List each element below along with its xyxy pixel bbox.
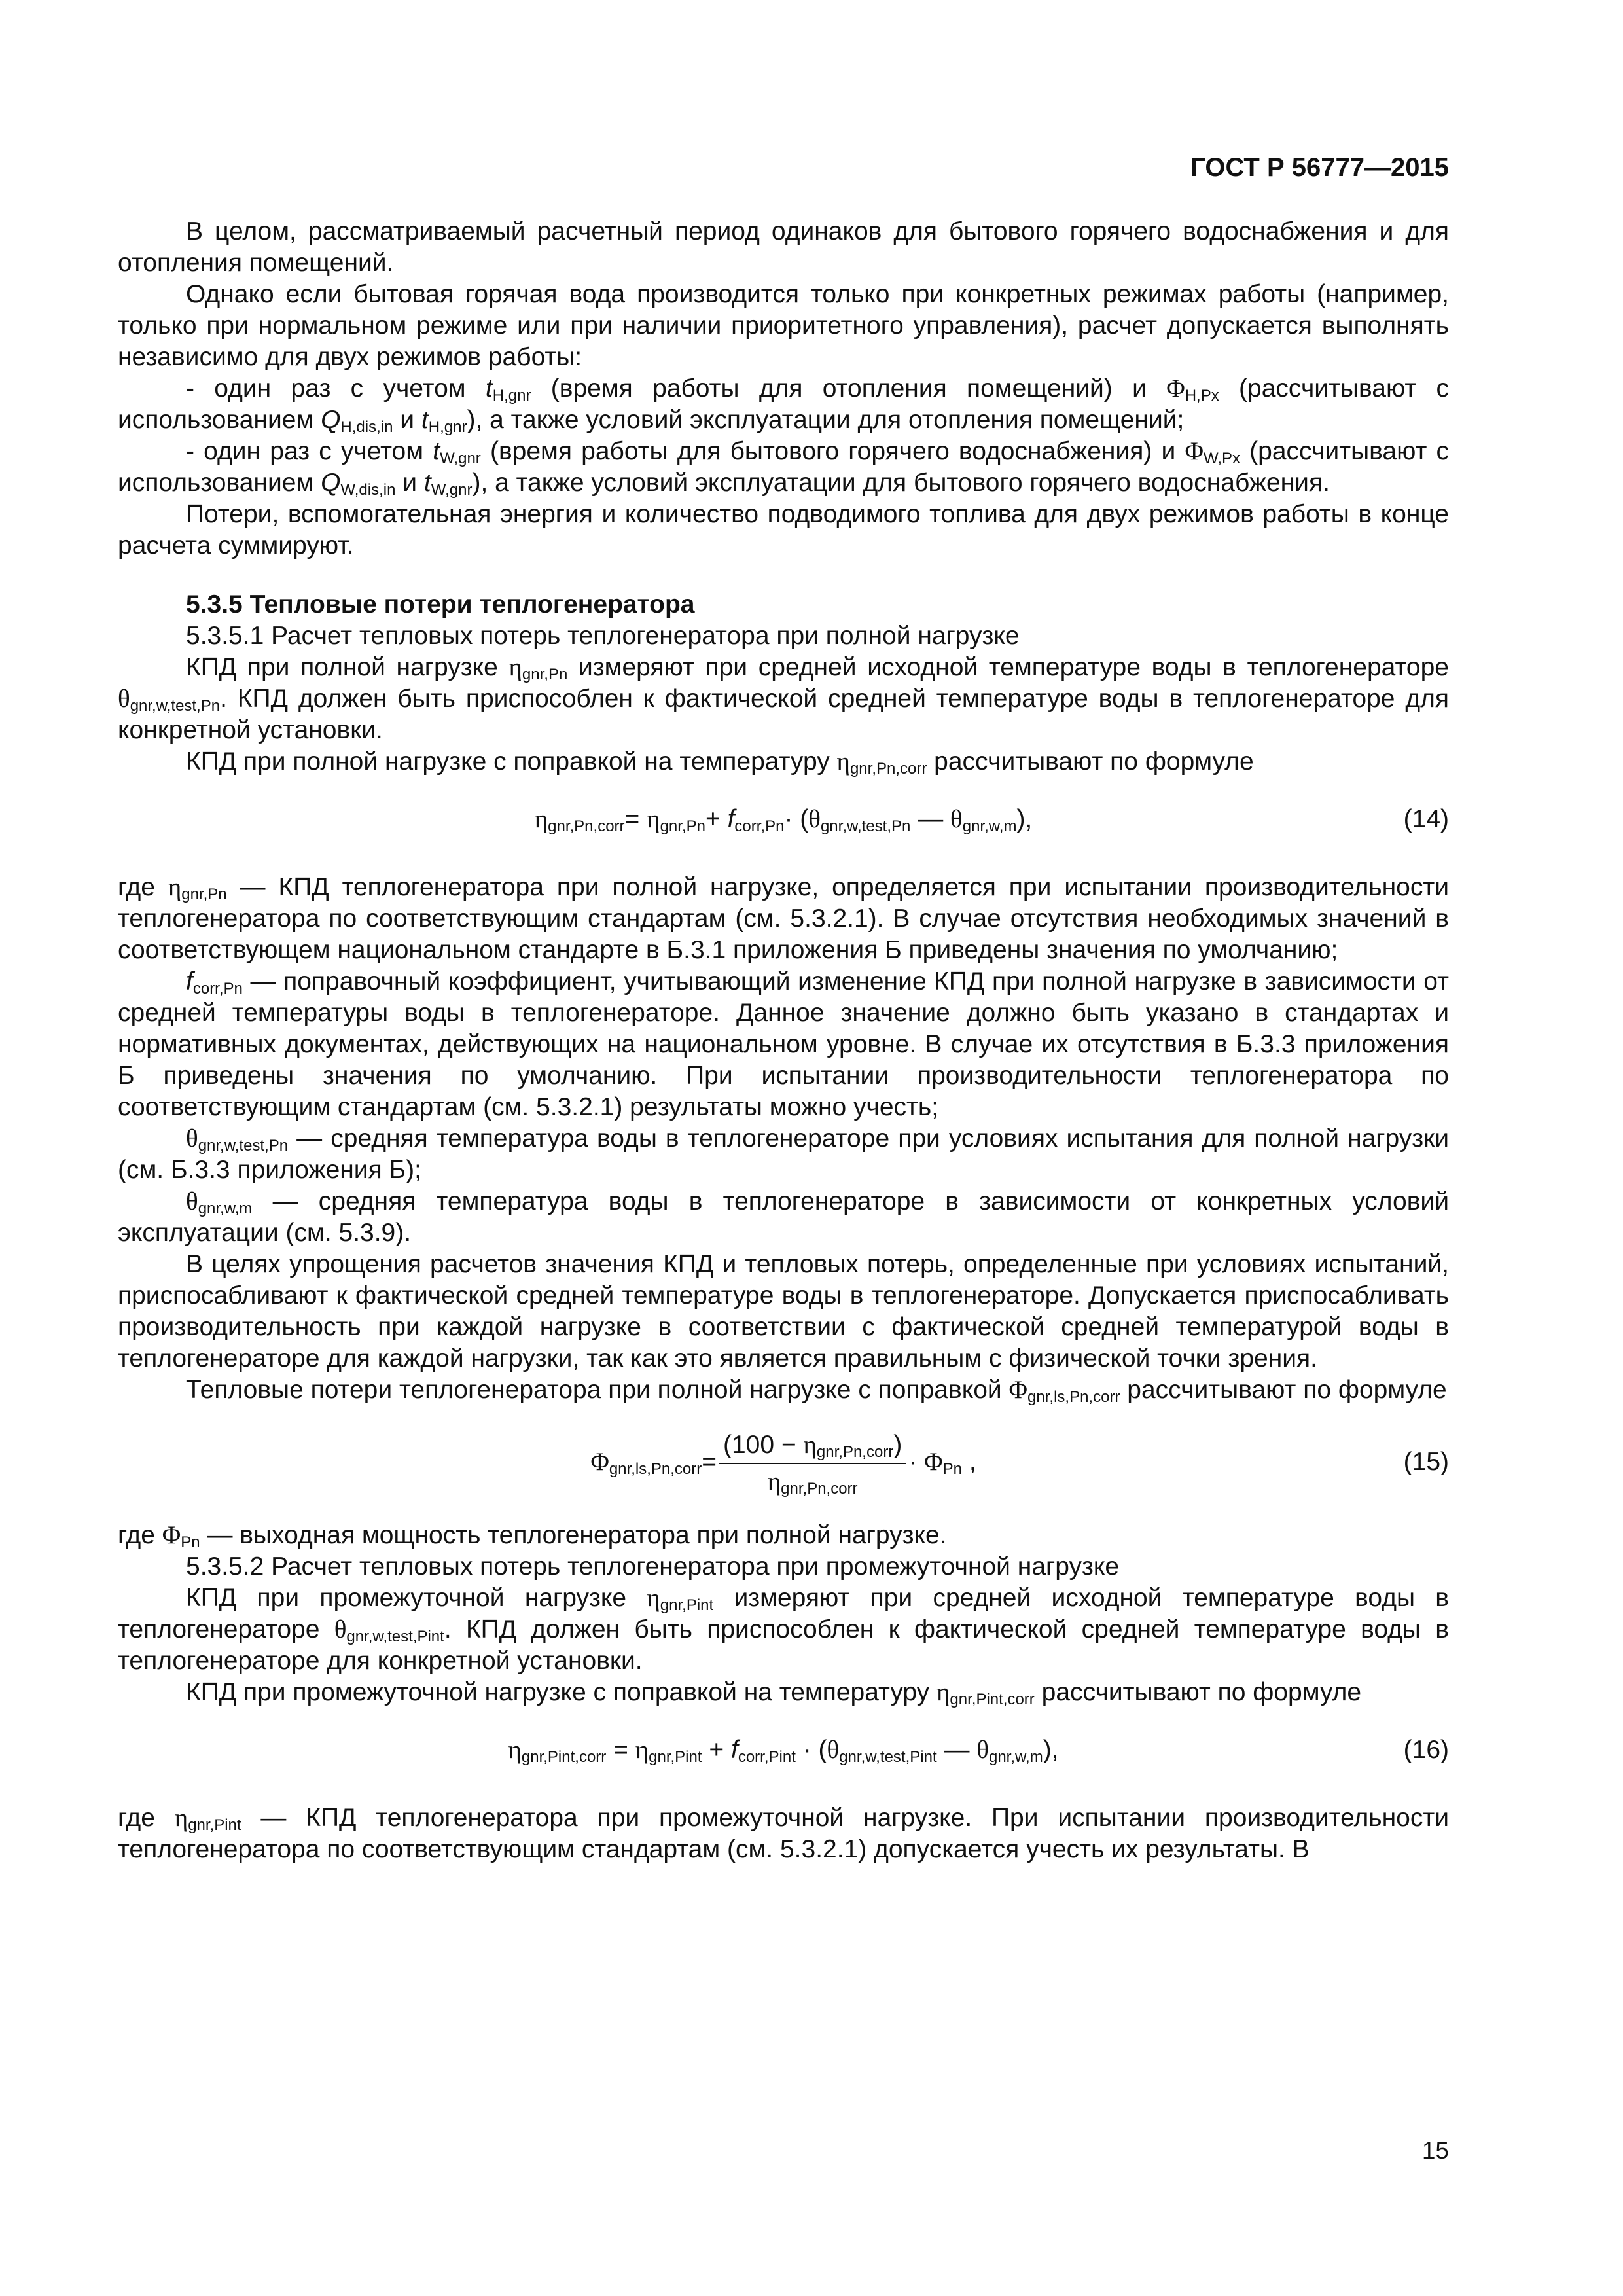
symbol-q: Q [321, 406, 341, 434]
text: - один раз с учетом [186, 437, 433, 465]
text: (рассчитывают с использованием [118, 374, 1450, 434]
equation-16 [118, 1734, 1449, 1766]
subscript: gnr,Pint,corr [950, 1691, 1035, 1708]
definition [118, 872, 1449, 966]
operator: , [962, 1448, 976, 1476]
bullet-item [118, 373, 1449, 436]
symbol-phi: Φ [590, 1448, 609, 1476]
symbol-eta: η [647, 1584, 660, 1612]
symbol-t: t [421, 406, 429, 434]
subscript: gnr,ls,Pn,corr [1027, 1388, 1120, 1406]
symbol-theta: θ [950, 805, 963, 833]
definition [118, 966, 1449, 1123]
subscript: gnr,ls,Pn,corr [609, 1460, 702, 1478]
operator: ), [1016, 805, 1033, 833]
paragraph: В целом, рассматриваемый расчетный период одинаков для бытового горячего водоснабжения и для отопления помещений. [118, 217, 1449, 277]
subscript: H,gnr [428, 418, 467, 436]
equation-number: (16) [1403, 1736, 1449, 1764]
text: где [118, 1521, 162, 1549]
paragraph [118, 652, 1449, 746]
subscript: gnr,Pint [188, 1816, 241, 1834]
paragraph: Потери, вспомогательная энергия и количество подводимого топлива для двух режимов работы в конце расчета суммируют. [118, 500, 1449, 560]
text: — средняя температура воды в теплогенераторе при условиях испытания для полной нагрузки (см. Б.3.3 приложения Б); [118, 1124, 1449, 1184]
symbol-t: t [433, 437, 440, 465]
text: (100 − [723, 1430, 804, 1459]
fraction [719, 1430, 906, 1497]
definition [118, 1123, 1449, 1186]
bullet-item [118, 436, 1449, 499]
section-heading: 5.3.5 Тепловые потери теплогенератора [186, 590, 695, 619]
symbol-theta: θ [808, 805, 821, 833]
symbol-phi: Φ [1166, 374, 1185, 403]
text: — средняя температура воды в теплогенераторе в зависимости от конкретных условий эксплуатации (см. 5.3.9). [118, 1187, 1449, 1247]
text: и [395, 469, 424, 497]
symbol-phi: Φ [1185, 437, 1204, 465]
symbol-eta: η [803, 1430, 817, 1459]
subscript: corr,Pn [192, 980, 243, 997]
symbol-eta: η [508, 653, 522, 681]
subscript: gnr,Pint,corr [521, 1748, 607, 1766]
subscript: gnr,w,test,Pint [839, 1748, 937, 1766]
symbol-t: t [485, 374, 493, 403]
document-code: ГОСТ Р 56777—2015 [1190, 153, 1449, 182]
text: ), а также условий эксплуатации для бытового горячего водоснабжения. [472, 469, 1330, 497]
symbol-theta: θ [976, 1736, 989, 1764]
symbol-phi: Φ [162, 1521, 181, 1549]
text: КПД при полной нагрузке [186, 653, 509, 681]
page-number: 15 [1421, 2137, 1449, 2164]
subscript: gnr,w,m [962, 817, 1017, 835]
paragraph [118, 746, 1449, 778]
operator: + [705, 805, 728, 833]
text: КПД при промежуточной нагрузке с поправкой на температуру [186, 1678, 936, 1706]
text: ) [893, 1430, 902, 1459]
text: (время работы для отопления помещений) и [531, 374, 1167, 403]
symbol-eta: η [836, 747, 850, 776]
text: — поправочный коэффициент, учитывающий изменение КПД при полной нагрузке в зависимости от средней температуры воды в теплогенераторе. Данное значение должно быть указано в стандартах и нормативных документах, действующих на национальном уровне. В случае их отсутствия в Б.3.3 приложения Б приведены значения по умолчанию. При испытании производительности теплогенератора по соответствующим стандартам (см. 5.3.2.1) результаты можно учесть; [118, 967, 1449, 1121]
subscript: gnr,Pn [522, 666, 568, 683]
subscript: gnr,Pn,corr [849, 760, 927, 778]
subscript: W,Px [1203, 450, 1240, 467]
definition [118, 1520, 1449, 1551]
subscript: gnr,w,test,Pn [198, 1137, 289, 1155]
symbol-phi: Φ [1008, 1376, 1028, 1404]
text: и [393, 406, 421, 434]
subscript: W,dis,in [340, 481, 396, 499]
page-body [118, 216, 1449, 1865]
subscript: gnr,w,test,Pn [820, 817, 911, 835]
text: рассчитывают по формуле [1034, 1678, 1362, 1706]
fraction-denominator [719, 1464, 906, 1497]
definition [118, 1803, 1449, 1865]
subscript: gnr,Pn,corr [548, 817, 625, 835]
subscript: gnr,w,m [198, 1200, 253, 1217]
symbol-phi: Φ [924, 1448, 943, 1476]
paragraph [118, 1583, 1449, 1677]
symbol-t: t [423, 469, 431, 497]
symbol-theta: θ [334, 1615, 347, 1643]
subscript: H,gnr [492, 387, 531, 404]
symbol-f: f [727, 805, 735, 833]
equation-14 [118, 804, 1449, 835]
symbol-f: f [186, 967, 193, 996]
symbol-eta: η [508, 1736, 522, 1764]
symbol-theta: θ [186, 1187, 198, 1215]
text: - один раз с учетом [186, 374, 486, 403]
subscript: H,Px [1185, 387, 1219, 404]
subscript: corr,Pint [738, 1748, 796, 1766]
equation-number: (15) [1403, 1448, 1449, 1476]
text: КПД при полной нагрузке с поправкой на температуру [186, 747, 837, 776]
text: — КПД теплогенератора при промежуточной нагрузке. При испытании производительности теплогенератора по соответствующим стандартам (см. 5.3.2.1) допускается учесть их результаты. В [118, 1804, 1449, 1863]
operator: = [606, 1736, 635, 1764]
subscript: gnr,Pint [649, 1748, 702, 1766]
subscript: gnr,w,test,Pint [346, 1628, 444, 1645]
paragraph [118, 1677, 1449, 1708]
subsection-title: 5.3.5.2 Расчет тепловых потерь теплогенератора при промежуточной нагрузке [186, 1552, 1120, 1581]
operator: ), [1043, 1736, 1059, 1764]
text: КПД при промежуточной нагрузке [186, 1584, 647, 1612]
symbol-eta: η [534, 805, 548, 833]
subscript: Pn [181, 1534, 200, 1551]
subscript: Pn [942, 1460, 963, 1478]
subsection-title: 5.3.5.1 Расчет тепловых потерь теплогенератора при полной нагрузке [186, 622, 1020, 650]
subscript: gnr,Pn [181, 886, 227, 903]
subscript: gnr,w,m [988, 1748, 1043, 1766]
fraction-numerator [719, 1430, 906, 1464]
subscript: gnr,Pn,corr [781, 1479, 858, 1498]
symbol-theta: θ [827, 1736, 840, 1764]
operator: = [624, 805, 647, 833]
operator: · ( [795, 1736, 827, 1764]
text: ), а также условий эксплуатации для отопления помещений; [467, 406, 1185, 434]
operator: — [936, 1736, 977, 1764]
subscript: corr,Pn [734, 817, 785, 835]
symbol-eta: η [936, 1678, 950, 1706]
symbol-theta: θ [186, 1124, 198, 1153]
equation-number: (14) [1403, 805, 1449, 833]
text: где [118, 1804, 175, 1832]
text: измеряют при средней исходной температуре воды в теплогенераторе [118, 1584, 1449, 1643]
equation-15 [118, 1429, 1449, 1498]
operator: · [908, 1448, 925, 1476]
subscript: gnr,Pint [660, 1596, 714, 1614]
subscript: gnr,Pn,corr [816, 1443, 894, 1461]
text: рассчитывают по формуле [1120, 1376, 1447, 1404]
operator: · ( [784, 805, 809, 833]
subscript: gnr,w,test,Pn [130, 697, 221, 715]
text: (рассчитывают с использованием [118, 437, 1450, 497]
subscript: W,gnr [431, 481, 473, 499]
operator: + [702, 1736, 731, 1764]
text: где [118, 873, 168, 901]
symbol-eta: η [174, 1804, 188, 1832]
text: измеряют при средней исходной температуре воды в теплогенераторе [567, 653, 1449, 681]
symbol-eta: η [635, 1736, 649, 1764]
text: — выходная мощность теплогенератора при полной нагрузке. [200, 1521, 947, 1549]
definition [118, 1186, 1449, 1249]
text: . КПД должен быть приспособлен к фактической средней температуре воды в теплогенераторе для конкретной установки. [118, 685, 1449, 744]
text: рассчитывают по формуле [927, 747, 1254, 776]
symbol-eta: η [647, 805, 660, 833]
text: (время работы для бытового горячего водоснабжения) и [480, 437, 1185, 465]
paragraph: В целях упрощения расчетов значения КПД и тепловых потерь, определенные при условиях испытаний, приспосабливают к фактической средней температуре воды в теплогенераторе. Допускается приспосабливать производительность при каждой нагрузке в соответствии с фактической средней температурой воды в теплогенераторе для каждой нагрузки, так как это является правильным с физической точки зрения. [118, 1250, 1449, 1372]
symbol-q: Q [321, 469, 341, 497]
symbol-eta: η [168, 873, 182, 901]
operator: = [702, 1448, 717, 1476]
symbol-theta: θ [118, 685, 130, 713]
subscript: H,dis,in [340, 418, 393, 436]
text: Тепловые потери теплогенератора при полной нагрузке с поправкой [186, 1376, 1009, 1404]
text: . КПД должен быть приспособлен к фактической средней температуре воды в теплогенераторе для конкретной установки. [118, 1615, 1449, 1675]
text: — КПД теплогенератора при полной нагрузке, определяется при испытании производительности теплогенератора по соответствующим стандартам (см. 5.3.2.1). В случае отсутствия необходимых значений в соответствующем национальном стандарте в Б.3.1 приложения Б приведены значения по умолчанию; [118, 873, 1449, 964]
subscript: gnr,Pn [660, 817, 705, 835]
symbol-f: f [730, 1736, 738, 1764]
subscript: W,gnr [440, 450, 481, 467]
symbol-eta: η [767, 1467, 781, 1496]
paragraph [118, 1374, 1449, 1406]
paragraph: Однако если бытовая горячая вода производится только при конкретных режимах работы (например, только при нормальном режиме или при наличии приоритетного управления), расчет допускается выполнять независимо для двух режимов работы: [118, 280, 1449, 371]
operator: — [910, 805, 951, 833]
